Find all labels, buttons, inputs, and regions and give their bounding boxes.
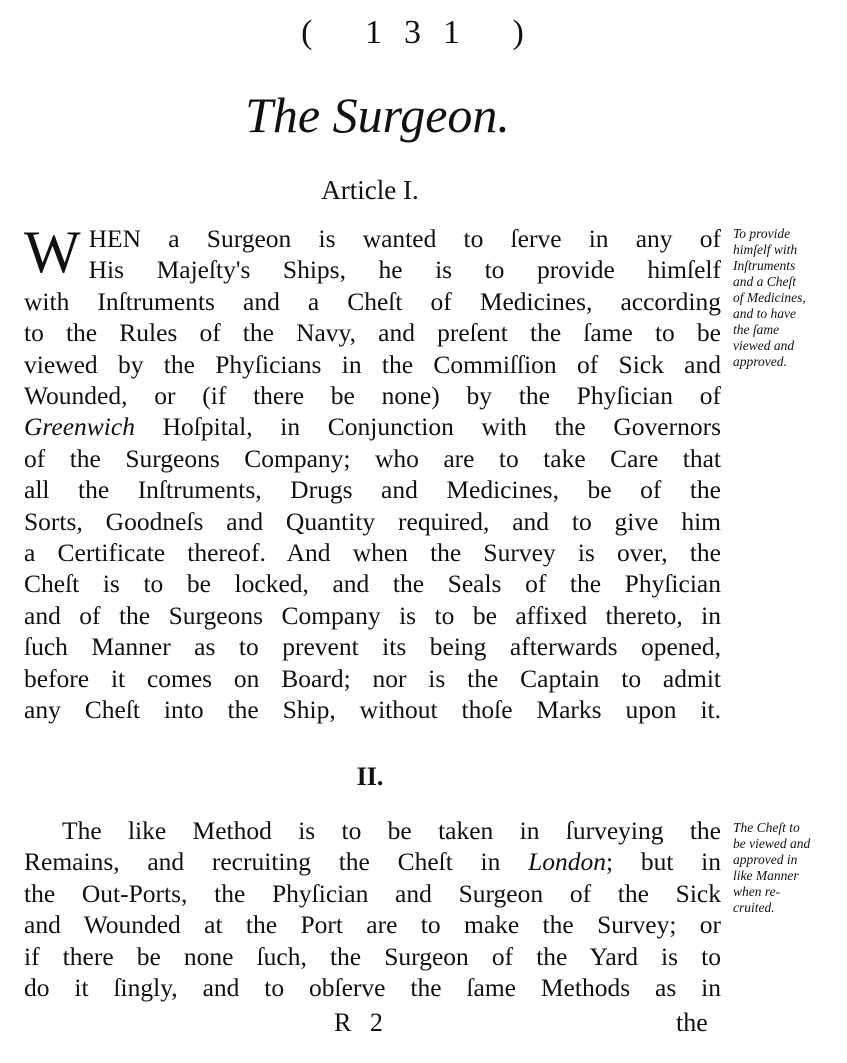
margin-line: and to have: [733, 306, 796, 321]
text-line: The like Method is to be taken in ſurveying the: [62, 816, 721, 845]
text-line: Sorts, Goodneſs and Quantity required, and to give him: [24, 506, 721, 536]
text-fragment: Hoſpital, in Conjunction with the Governors: [134, 412, 721, 442]
article-1-text: [24, 219, 721, 726]
catchword: the: [676, 1008, 708, 1037]
text-line: a Certificate thereof. And when the Survey is over, the: [24, 538, 721, 568]
article-2-heading: II.: [356, 762, 384, 791]
margin-note-2: [733, 820, 843, 916]
margin-line: cruited.: [733, 900, 775, 915]
margin-line: be viewed and: [733, 836, 811, 851]
text-line: do it ſingly, and to obſerve the ſame Methods as in: [24, 973, 721, 1003]
page-number: ( 131 ): [301, 14, 546, 51]
text-line: any Cheſt into the Ship, without thoſe Marks upon it.: [24, 695, 721, 725]
margin-line: viewed and: [733, 338, 795, 353]
text-line: Cheſt is to be locked, and the Seals of the Phyſician: [24, 569, 721, 599]
place-name: London: [528, 847, 607, 877]
margin-line: To provide: [733, 226, 791, 241]
text-line: of the Surgeons Company; who are to take Care that: [24, 443, 721, 473]
text-fragment: ; but in: [606, 847, 721, 877]
text-line: viewed by the Phyſicians in the Commiſſion of Sick and: [24, 349, 721, 379]
article-1-heading: Article I.: [321, 175, 419, 205]
text-line: all the Inſtruments, Drugs and Medicines, be of the: [24, 475, 721, 505]
text-line: before it comes on Board; nor is the Captain to admit: [24, 663, 721, 693]
text-line: [24, 411, 721, 442]
margin-line: The Cheſt to: [733, 820, 800, 835]
place-name: Greenwich: [24, 412, 135, 442]
text-line: Wounded, or (if there be none) by the Phyſician of: [24, 381, 721, 411]
drop-cap: W: [24, 219, 81, 285]
margin-line: the ſame: [733, 322, 780, 337]
article-2-text: [24, 815, 721, 1003]
text-line: to the Rules of the Navy, and preſent the ſame to be: [24, 318, 721, 348]
page-title: The Surgeon.: [245, 87, 510, 143]
margin-line: when re-: [733, 884, 781, 899]
text-line: and of the Surgeons Company is to be affixed thereto, in: [24, 600, 721, 630]
text-line: and Wounded at the Port are to make the Survey; or: [24, 910, 721, 940]
signature-mark: R 2: [334, 1008, 389, 1037]
text-line: the Out-Ports, the Phyſician and Surgeon of the Sick: [24, 878, 721, 908]
text-line: ſuch Manner as to prevent its being afterwards opened,: [24, 632, 721, 662]
margin-line: himſelf with: [733, 242, 798, 257]
text-fragment: Remains, and recruiting the Cheſt in: [24, 847, 529, 877]
margin-note-1: [733, 226, 843, 370]
margin-line: Inſtruments: [733, 258, 796, 273]
margin-line: approved.: [733, 354, 787, 369]
text-line: [24, 846, 721, 877]
margin-line: and a Cheſt: [733, 274, 796, 289]
margin-line: approved in: [733, 852, 798, 867]
text-line: HEN a Surgeon is wanted to ſerve in any of: [88, 224, 721, 253]
text-line: with Inſtruments and a Cheſt of Medicines, according: [24, 286, 721, 316]
margin-line: of Medicines,: [733, 290, 806, 305]
margin-line: like Manner: [733, 868, 799, 883]
text-line: His Majeſty's Ships, he is to provide himſelf: [88, 255, 721, 285]
text-line: if there be none ſuch, the Surgeon of the Yard is to: [24, 941, 721, 971]
